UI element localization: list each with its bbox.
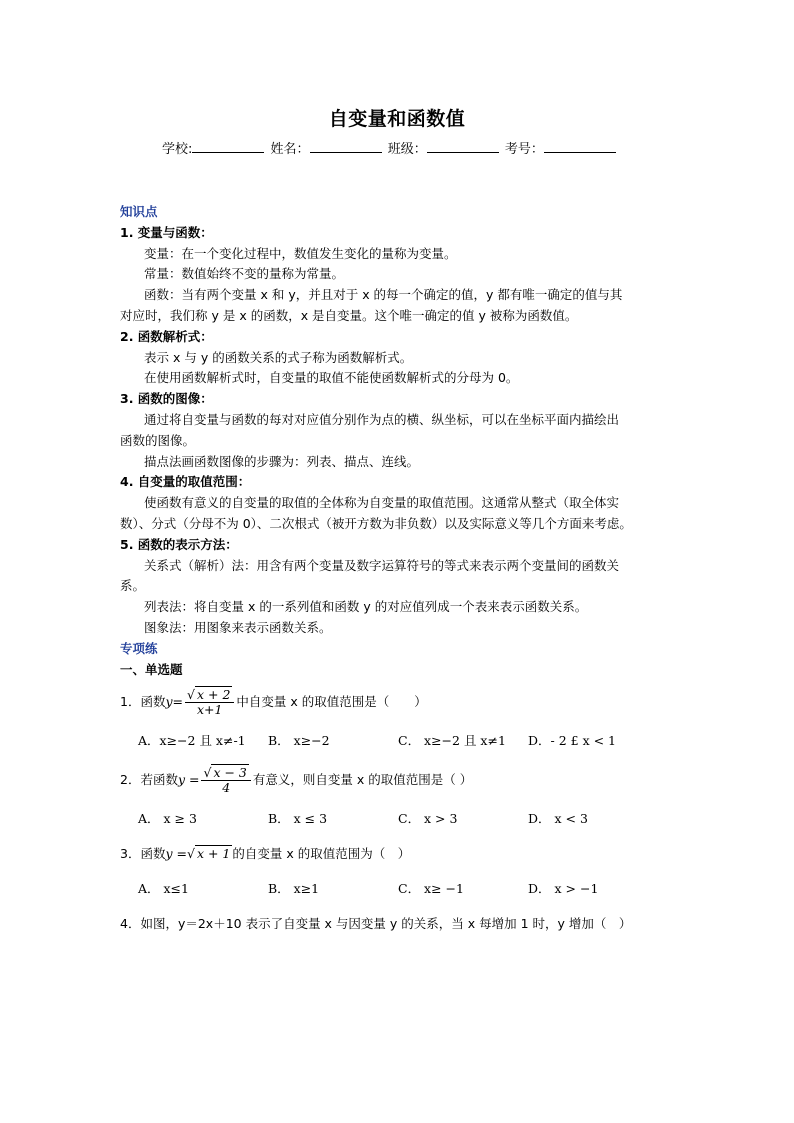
q1-option-c[interactable]: C． x≥−2 且 x≠1 xyxy=(398,733,506,749)
class-label: 班级： xyxy=(387,142,427,157)
point-3-b: 描点法画函数图像的步骤为：列表、描点、连线。 xyxy=(144,453,420,469)
question-2 xyxy=(120,766,680,795)
student-info-line xyxy=(162,138,618,157)
point-5-c: 图象法：用图象来表示函数关系。 xyxy=(144,619,332,635)
sqrt-symbol: √ xyxy=(186,845,195,861)
name-blank[interactable] xyxy=(310,140,382,153)
point-2-b: 在使用函数解析式时，自变量的取值不能使函数解析式的分母为 0。 xyxy=(144,370,519,386)
q3-suffix: 的自变量 x 的取值范围为（ ） xyxy=(232,845,411,861)
q1-prefix: 1．函数 xyxy=(120,694,166,710)
point-5-b: 列表法：将自变量 x 的一系列值和函数 y 的对应值列成一个表来表示函数关系。 xyxy=(144,599,588,615)
q2-option-a[interactable]: A． x ≥ 3 xyxy=(138,811,197,827)
q1-denominator: x+1 xyxy=(196,702,223,718)
q1-radicand: x + 2 xyxy=(196,687,231,703)
school-label: 学校: xyxy=(162,142,193,157)
sqrt-symbol: √ xyxy=(187,687,195,703)
q1-option-a[interactable]: A．x≥−2 且 x≠-1 xyxy=(138,733,246,749)
point-1-title: 1. 变量与函数： xyxy=(120,224,213,240)
point-4-a-line1: 使函数有意义的自变量的取值的全体称为自变量的取值范围。这通常从整式（取全体实 xyxy=(144,495,620,511)
q3-option-a[interactable]: A． x≤1 xyxy=(138,880,189,896)
q1-options xyxy=(120,731,680,752)
q3-option-d[interactable]: D． x > −1 xyxy=(528,880,599,896)
number-blank[interactable] xyxy=(544,140,616,153)
question-4: 4．如图，y＝2x＋10 表示了自变量 x 与因变量 y 的关系，当 x 每增加 1 时，y 增加（ ） xyxy=(120,915,632,931)
q3-option-c[interactable]: C． x≥ −1 xyxy=(398,880,464,896)
point-3-title: 3. 函数的图像： xyxy=(120,391,213,407)
point-1-variable: 变量：在一个变化过程中，数值发生变化的量称为变量。 xyxy=(144,245,457,261)
q2-option-d[interactable]: D． x < 3 xyxy=(528,811,588,827)
school-blank[interactable] xyxy=(192,140,264,153)
point-4-a-line2: 数）、分式（分母不为 0）、二次根式（被开方数为非负数）以及实际意义等几个方面来考虑。 xyxy=(120,515,632,531)
q2-prefix: 2．若函数 xyxy=(120,772,178,788)
q2-denominator: 4 xyxy=(222,780,231,796)
content-body xyxy=(120,202,680,934)
point-3-a-line2: 函数的图像。 xyxy=(120,432,196,448)
q2-option-c[interactable]: C． x > 3 xyxy=(398,811,458,827)
point-4-title: 4. 自变量的取值范围： xyxy=(120,474,251,490)
point-5-a-line1: 关系式（解析）法：用含有两个变量及数字运算符号的等式来表示两个变量间的函数关 xyxy=(144,557,620,573)
point-2-a: 表示 x 与 y 的函数关系的式子称为函数解析式。 xyxy=(144,349,413,365)
q3-prefix: 3．函数 xyxy=(120,845,166,861)
sqrt-symbol: √ xyxy=(203,765,212,781)
q3-radical xyxy=(187,844,232,865)
q2-radicand: x − 3 xyxy=(213,765,247,781)
point-2-title: 2. 函数解析式： xyxy=(120,328,213,344)
q2-suffix: 有意义，则自变量 x 的取值范围是（ ） xyxy=(252,772,473,788)
question-3 xyxy=(120,844,680,865)
q1-y-eq: y= xyxy=(165,694,183,710)
question-1 xyxy=(120,688,680,717)
q1-option-d[interactable]: D．- 2 £ x < 1 xyxy=(528,733,616,749)
q2-fraction xyxy=(201,766,250,795)
number-label: 考号： xyxy=(504,142,544,157)
point-3-a-line1: 通过将自变量与函数的每对对应值分别作为点的横、纵坐标，可以在坐标平面内描绘出 xyxy=(144,411,620,427)
q3-options xyxy=(120,879,680,900)
point-5-title: 5. 函数的表示方法： xyxy=(120,536,238,552)
q1-option-b[interactable]: B． x≥−2 xyxy=(268,733,330,749)
point-1-function-line2: 对应时，我们称 y 是 x 的函数，x 是自变量。这个唯一确定的值 y 被称为函数值。 xyxy=(120,307,578,323)
name-label: 姓名： xyxy=(270,142,310,157)
class-blank[interactable] xyxy=(427,140,499,153)
page-title: 自变量和函数值 xyxy=(328,108,466,130)
knowledge-heading: 知识点 xyxy=(120,204,158,219)
q2-y-eq: y = xyxy=(177,772,200,788)
point-5-a-line2: 系。 xyxy=(120,578,146,594)
q2-options xyxy=(120,809,680,830)
q1-fraction xyxy=(185,688,234,717)
practice-heading: 专项练 xyxy=(120,640,158,656)
section-heading: 一、单选题 xyxy=(120,661,183,677)
q3-option-b[interactable]: B． x≥1 xyxy=(268,880,320,896)
q3-radicand: x + 1 xyxy=(196,845,231,861)
q3-y-eq: y = xyxy=(165,845,187,861)
q1-suffix: 中自变量 x 的取值范围是（ ） xyxy=(236,694,427,710)
point-1-function-line1: 函数：当有两个变量 x 和 y，并且对于 x 的每一个确定的值，y 都有唯一确定的值与其 xyxy=(144,287,623,303)
q2-option-b[interactable]: B． x ≤ 3 xyxy=(268,811,328,827)
point-1-constant: 常量：数值始终不变的量称为常量。 xyxy=(144,266,345,282)
